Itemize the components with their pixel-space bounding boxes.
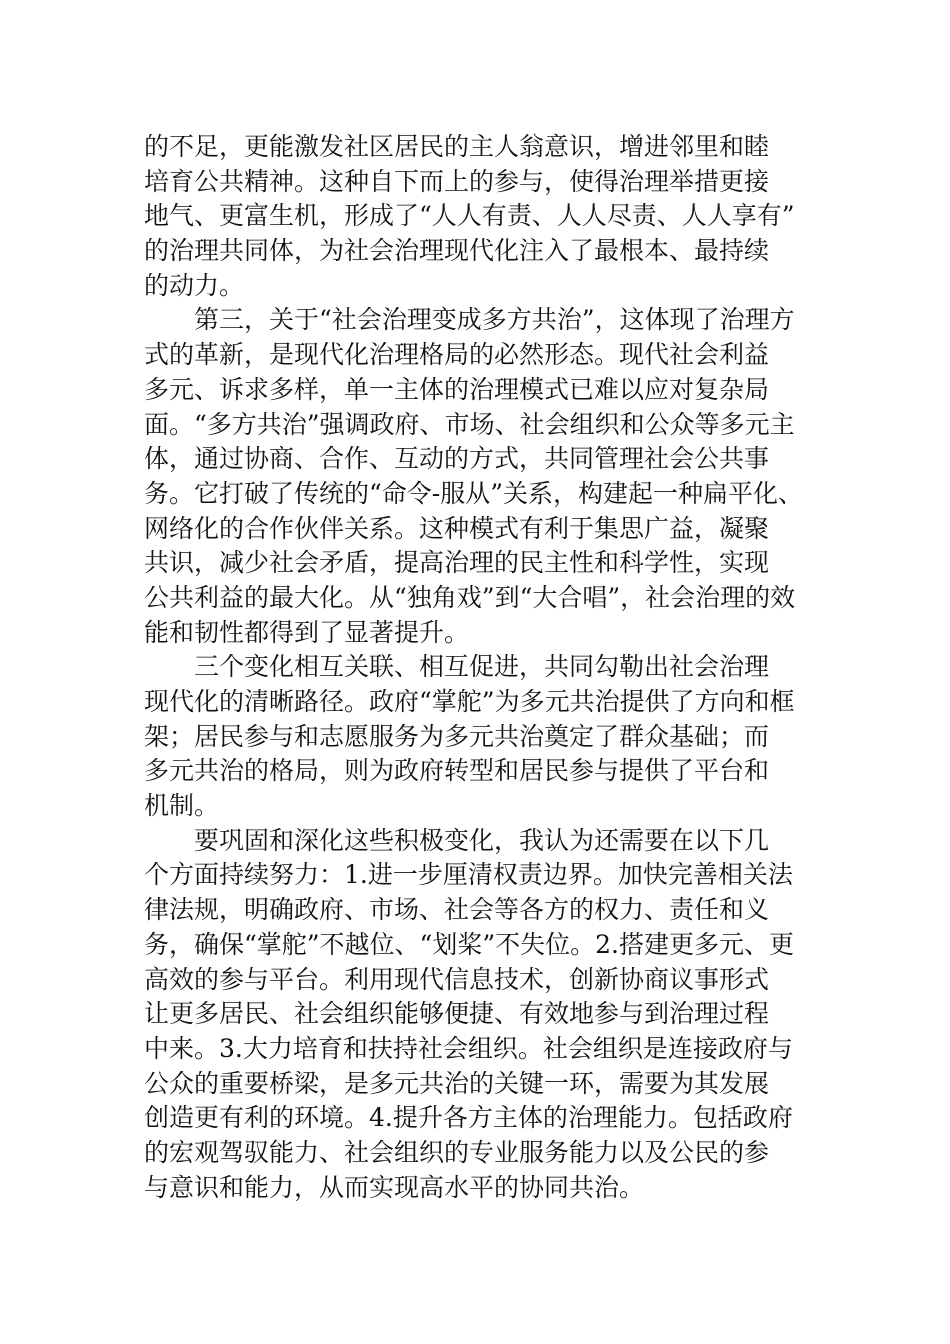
text-line: 中来。3.大力培育和扶持社会组织。社会组织是连接政府与 (144, 1033, 793, 1063)
text-line: 面。“多方共治”强调政府、市场、社会组织和公众等多元主 (144, 409, 795, 439)
text-line: 能和韧性都得到了显著提升。 (144, 617, 470, 647)
paragraph-2 (144, 303, 816, 650)
text-line: 现代化的清晰路径。政府“掌舵”为多元共治提供了方向和框 (144, 687, 795, 716)
paragraph-4 (144, 824, 816, 1206)
text-line: 体，通过协商、合作、互动的方式，共同管理社会公共事 (144, 444, 770, 474)
text-line: 公共利益的最大化。从“独角戏”到“大合唱”，社会治理的效 (144, 582, 796, 612)
text-line: 式的革新，是现代化治理格局的必然形态。现代社会利益 (144, 340, 770, 370)
text-line: 多元、诉求多样，单一主体的治理模式已难以应对复杂局 (144, 374, 770, 404)
text-line: 公众的重要桥梁，是多元共治的关键一环，需要为其发展 (144, 1068, 770, 1098)
text-line: 务，确保“掌舵”不越位、“划桨”不失位。2.搭建更多元、更 (144, 929, 794, 959)
text-line: 与意识和能力，从而实现高水平的协同共治。 (144, 1172, 645, 1202)
text-line: 的动力。 (144, 270, 245, 300)
text-line: 的宏观驾驭能力、社会组织的专业服务能力以及公民的参 (144, 1137, 770, 1167)
paragraph-3 (144, 650, 816, 823)
text-line: 机制。 (144, 791, 220, 821)
text-line: 务。它打破了传统的“命令-服从”关系，构建起一种扁平化、 (144, 478, 804, 508)
text-line: 个方面持续努力：1.进一步厘清权责边界。加快完善相关法 (144, 860, 793, 890)
text-line: 要巩固和深化这些积极变化，我认为还需要在以下几 (194, 825, 770, 855)
text-line: 培育公共精神。这种自下而上的参与，使得治理举措更接 (144, 166, 770, 196)
text-line: 的不足，更能激发社区居民的主人翁意识，增进邻里和睦 (144, 132, 770, 161)
text-line: 三个变化相互关联、相互促进，共同勾勒出社会治理 (194, 652, 770, 682)
text-line: 让更多居民、社会组织能够便捷、有效地参与到治理过程 (144, 999, 770, 1029)
text-line: 第三，关于“社会治理变成多方共治”，这体现了治理方 (194, 305, 795, 335)
text-line: 地气、更富生机，形成了“人人有责、人人尽责、人人享有” (144, 201, 795, 231)
text-line: 高效的参与平台。利用现代信息技术，创新协商议事形式 (144, 964, 770, 994)
paragraph-1 (144, 130, 816, 303)
text-line: 架；居民参与和志愿服务为多元共治奠定了群众基础；而 (144, 721, 770, 751)
text-line: 共识，减少社会矛盾，提高治理的民主性和科学性，实现 (144, 548, 770, 578)
document-body (144, 130, 816, 1205)
text-line: 网络化的合作伙伴关系。这种模式有利于集思广益，凝聚 (144, 513, 770, 543)
text-line: 律法规，明确政府、市场、社会等各方的权力、责任和义 (144, 895, 770, 925)
text-line: 多元共治的格局，则为政府转型和居民参与提供了平台和 (144, 756, 770, 786)
text-line: 的治理共同体，为社会治理现代化注入了最根本、最持续 (144, 236, 770, 266)
text-line: 创造更有利的环境。4.提升各方主体的治理能力。包括政府 (144, 1103, 793, 1133)
